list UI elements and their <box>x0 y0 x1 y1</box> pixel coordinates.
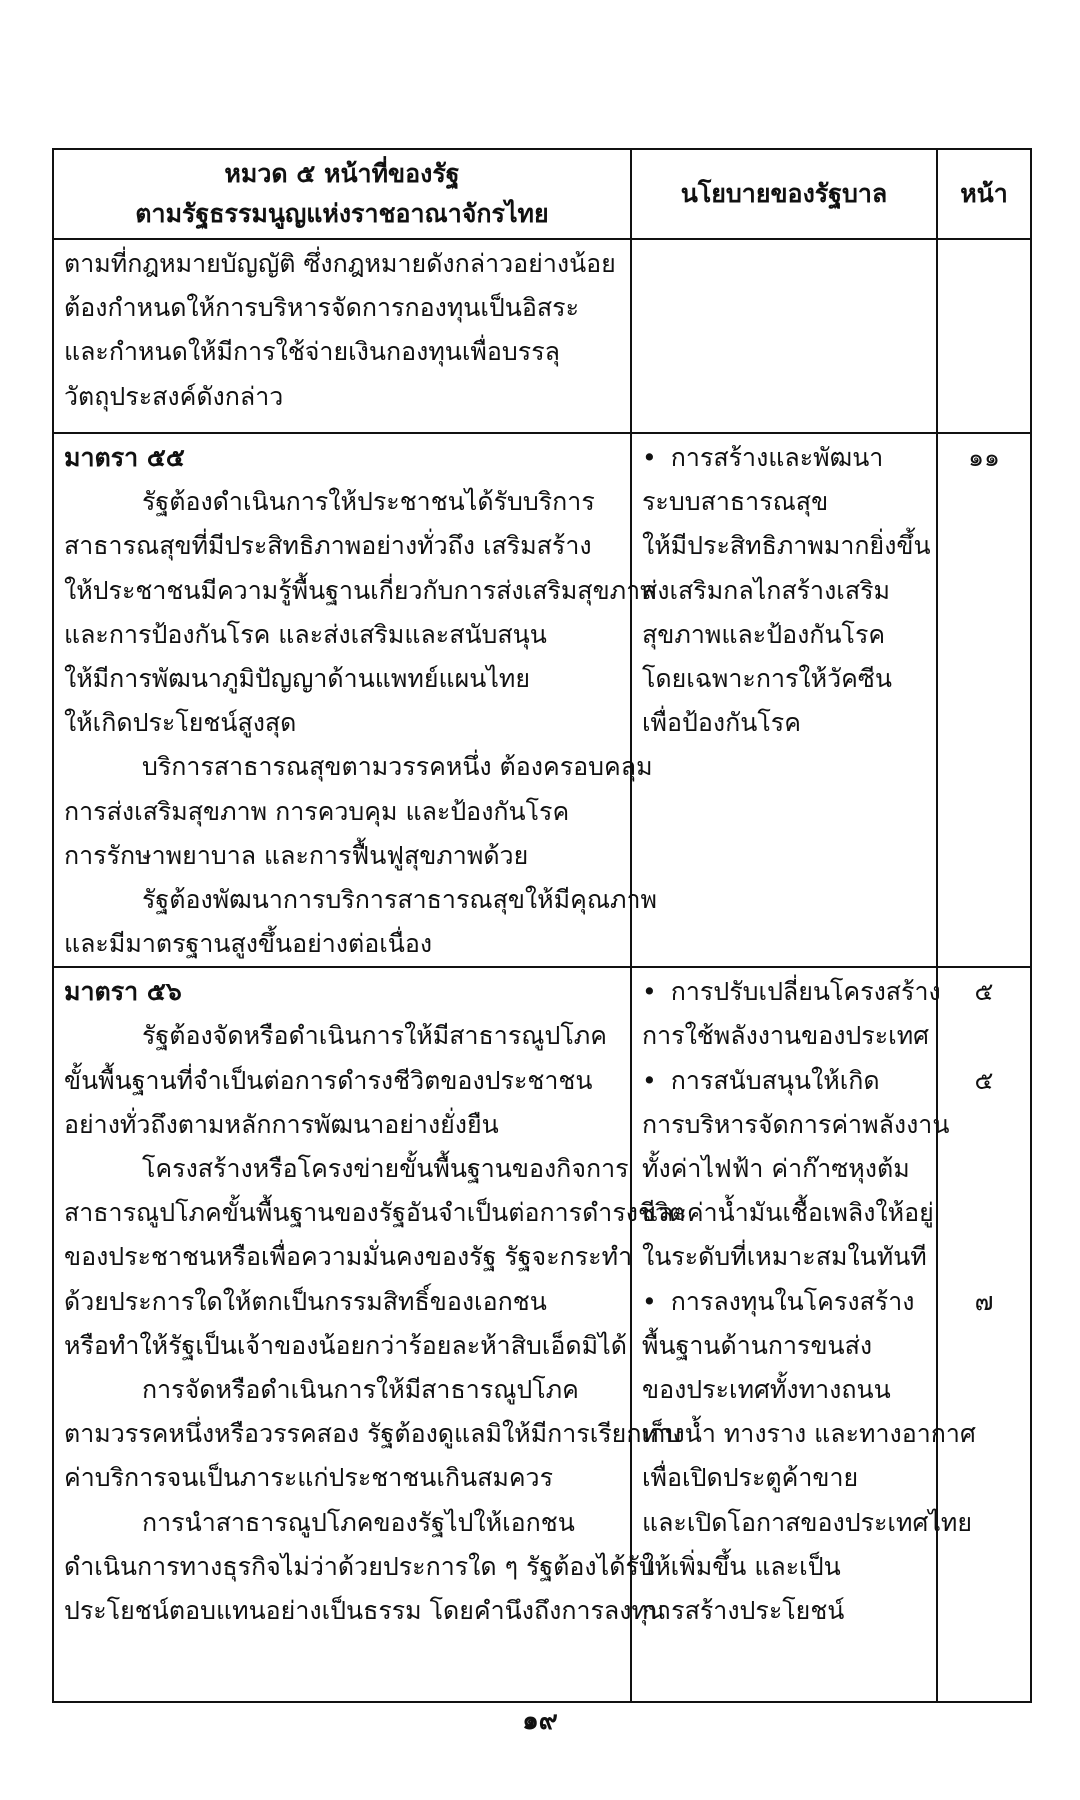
policy-cell <box>631 967 976 1702</box>
policy-text-line: ของประเทศทั้งทางถนน <box>642 1374 891 1404</box>
policy-text-line: ส่งเสริมกลไกสร้างเสริม <box>642 575 890 605</box>
policy-bullet-item: • การสนับสนุนให้เกิด <box>642 1059 928 1103</box>
page-ref-number <box>938 1103 1030 1147</box>
policy-text-line: ทั้งค่าไฟฟ้า ค่าก๊าซหุงต้ม <box>642 1154 910 1183</box>
constitution-text-line: สาธารณสุขที่มีประสิทธิภาพอย่างทั่วถึง เสริมสร้าง <box>64 531 592 561</box>
policy-text-line: ให้เพิ่มขึ้น และเป็น <box>642 1551 841 1581</box>
page-ref-number <box>938 1191 1030 1235</box>
policy-text-line: ทางน้ำ ทางราง และทางอากาศ <box>642 1419 976 1449</box>
constitution-cell <box>53 433 658 967</box>
constitution-text-line: ด้วยประการใดให้ตกเป็นกรรมสิทธิ์ของเอกชน <box>64 1286 547 1316</box>
policy-text-line: ให้มีประสิทธิภาพมากยิ่งขึ้น <box>642 531 931 561</box>
policy-text-line: การสร้างประโยชน์ <box>642 1595 845 1625</box>
constitution-text-line: การจัดหรือดำเนินการให้มีสาธารณูปโภค <box>142 1374 579 1404</box>
constitution-text-line: สาธารณูปโภคขั้นพื้นฐานของรัฐอันจำเป็นต่อการดำรงชีวิต <box>64 1198 686 1228</box>
page-ref-number: ๕ <box>974 1065 994 1095</box>
constitution-text-line: การนำสาธารณูปโภคของรัฐไปให้เอกชน <box>142 1507 575 1537</box>
page-ref-number <box>938 1147 1030 1191</box>
constitution-text-line: และกำหนดให้มีการใช้จ่ายเงินกองทุนเพื่อบรรลุ <box>64 337 560 367</box>
policy-text-line: ระบบสาธารณสุข <box>642 487 829 517</box>
constitution-text-line: อย่างทั่วถึงตามหลักการพัฒนาอย่างยั่งยืน <box>64 1109 499 1139</box>
table-header-row <box>53 149 1031 239</box>
constitution-text-line: รัฐต้องจัดหรือดำเนินการให้มีสาธารณูปโภค <box>142 1021 607 1051</box>
constitution-text-line: และมีมาตรฐานสูงขึ้นอย่างต่อเนื่อง <box>64 929 433 959</box>
constitution-text-line: ตามที่กฎหมายบัญญัติ ซึ่งกฎหมายดังกล่าวอย่างน้อย <box>64 249 616 278</box>
constitution-text-line: บริการสาธารณสุขตามวรรคหนึ่ง ต้องครอบคลุม <box>142 752 653 782</box>
policy-bullet-item: • การลงทุนในโครงสร้าง <box>642 1280 928 1324</box>
constitution-text-line: ค่าบริการจนเป็นภาระแก่ประชาชนเกินสมควร <box>64 1463 554 1493</box>
constitution-cell <box>53 239 631 433</box>
page-ref-number: ๕ <box>974 977 994 1007</box>
header-policy: นโยบายของรัฐบาล <box>631 149 937 239</box>
constitution-text-line: การรักษาพยาบาล และการฟื้นฟูสุขภาพด้วย <box>64 840 529 870</box>
page-ref-cell <box>937 433 1031 967</box>
header-page: หน้า <box>937 149 1031 239</box>
table-row <box>53 239 1031 433</box>
constitution-text-line: ดำเนินการทางธุรกิจไม่ว่าด้วยประการใด ๆ รัฐต้องได้รับ <box>64 1551 655 1581</box>
page-ref-number <box>938 1014 1030 1058</box>
page-number: ๑๙ <box>522 1706 558 1736</box>
policy-text-line: พื้นฐานด้านการขนส่ง <box>642 1330 873 1360</box>
page-ref-number <box>938 1235 1030 1279</box>
page-ref-number: ๗ <box>974 1286 994 1316</box>
constitution-cell <box>53 967 686 1702</box>
policy-text-line: สุขภาพและป้องกันโรค <box>642 619 886 649</box>
table-row <box>53 967 1031 1702</box>
constitution-text-line: ให้เกิดประโยชน์สูงสุด <box>64 708 297 738</box>
constitution-text-line: ของประชาชนหรือเพื่อความมั่นคงของรัฐ รัฐจะกระทำ <box>64 1242 633 1272</box>
policy-text-line: และเปิดโอกาสของประเทศไทย <box>642 1507 973 1537</box>
policy-cell <box>631 239 937 433</box>
page-ref-cell <box>937 239 1031 433</box>
policy-text-line: เพื่อป้องกันโรค <box>642 708 801 738</box>
policy-bullet-item: • การสร้างและพัฒนา <box>642 436 928 480</box>
constitution-text-line: ให้มีการพัฒนาภูมิปัญญาด้านแพทย์แผนไทย <box>64 663 531 693</box>
constitution-text-line: ตามวรรคหนึ่งหรือวรรคสอง รัฐต้องดูแลมิให้มีการเรียกเก็บ <box>64 1419 682 1449</box>
page-ref-cell <box>937 967 1031 1702</box>
constitution-text-line: ประโยชน์ตอบแทนอย่างเป็นธรรม โดยคำนึงถึงการลงทุน <box>64 1595 666 1625</box>
policy-text-line: ในระดับที่เหมาะสมในทันที <box>642 1242 927 1272</box>
constitution-text-line: โครงสร้างหรือโครงข่ายขั้นพื้นฐานของกิจการ <box>142 1154 629 1183</box>
section-title: มาตรา ๕๖ <box>64 977 182 1007</box>
constitution-text-line: ขั้นพื้นฐานที่จำเป็นต่อการดำรงชีวิตของประชาชน <box>64 1065 593 1095</box>
header-constitution-line1: หมวด ๕ หน้าที่ของรัฐ <box>224 159 460 188</box>
header-constitution-line2: ตามรัฐธรรมนูญแห่งราชอาณาจักรไทย <box>135 199 549 228</box>
section-title: มาตรา ๕๕ <box>64 443 185 472</box>
header-constitution <box>53 149 631 239</box>
constitution-text-line: วัตถุประสงค์ดังกล่าว <box>64 381 284 411</box>
page-ref-number: ๑๑ <box>968 443 1000 472</box>
policy-cell <box>631 433 937 967</box>
policy-text-line: การใช้พลังงานของประเทศ <box>642 1021 930 1051</box>
policy-text-line: เพื่อเปิดประตูค้าขาย <box>642 1463 859 1493</box>
policy-comparison-table <box>52 148 1032 1703</box>
table-row <box>53 433 1031 967</box>
constitution-text-line: หรือทำให้รัฐเป็นเจ้าของน้อยกว่าร้อยละห้าสิบเอ็ดมิได้ <box>64 1330 627 1360</box>
constitution-text-line: รัฐต้องพัฒนาการบริการสาธารณสุขให้มีคุณภาพ <box>142 884 658 914</box>
policy-text-line: โดยเฉพาะการให้วัคซีน <box>642 663 892 693</box>
policy-bullet-item: • การปรับเปลี่ยนโครงสร้าง <box>642 970 928 1014</box>
constitution-text-line: และการป้องกันโรค และส่งเสริมและสนับสนุน <box>64 619 547 649</box>
constitution-text-line: การส่งเสริมสุขภาพ การควบคุม และป้องกันโรค <box>64 796 570 826</box>
constitution-text-line: รัฐต้องดำเนินการให้ประชาชนได้รับบริการ <box>142 487 595 517</box>
constitution-text-line: ต้องกำหนดให้การบริหารจัดการกองทุนเป็นอิสระ <box>64 293 580 323</box>
policy-text-line: การบริหารจัดการค่าพลังงาน <box>642 1109 950 1139</box>
constitution-text-line: ให้ประชาชนมีความรู้พื้นฐานเกี่ยวกับการส่งเสริมสุขภาพ <box>64 575 657 605</box>
policy-text-line: และค่าน้ำมันเชื้อเพลิงให้อยู่ <box>642 1198 934 1228</box>
